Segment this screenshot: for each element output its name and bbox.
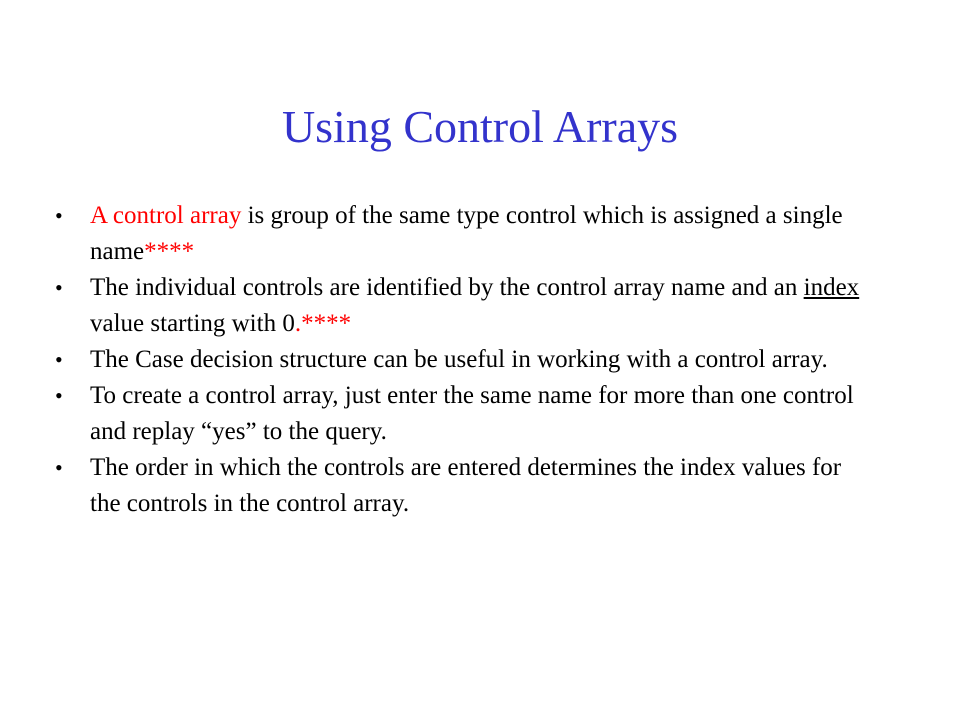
bullet-item-2: [55, 270, 875, 342]
bullet-text: To create a control array, just enter the same name for more than one control and replay “yes” to the query.: [90, 382, 854, 445]
bullet-text: value starting with 0: [90, 310, 295, 337]
bullet-text: The Case decision structure can be useful in working with a control array.: [90, 346, 828, 373]
bullet-item-3: [55, 342, 875, 378]
bullet-dot-icon: •: [55, 275, 63, 300]
bullet-list: [55, 198, 875, 522]
bullet-item-4: [55, 378, 875, 450]
bullet-text: is group of the same type control which is assigned a single name: [90, 202, 843, 265]
bullet-item-1: [55, 198, 875, 270]
bullet-dot-icon: •: [55, 383, 63, 408]
bullet-text: The order in which the controls are entered determines the index values for the controls in the control array.: [90, 454, 842, 517]
term-control-array: A control array: [90, 202, 242, 229]
bullet-item-5: [55, 450, 875, 522]
emphasis-asterisks: .****: [294, 310, 352, 337]
bullet-dot-icon: •: [55, 455, 63, 480]
bullet-text: The individual controls are identified by the control array name and an: [90, 274, 804, 301]
bullet-dot-icon: •: [55, 203, 63, 228]
bullet-dot-icon: •: [55, 347, 63, 372]
term-index: index: [803, 274, 860, 301]
slide-title: Using Control Arrays: [281, 101, 679, 152]
emphasis-asterisks: ****: [144, 238, 195, 265]
